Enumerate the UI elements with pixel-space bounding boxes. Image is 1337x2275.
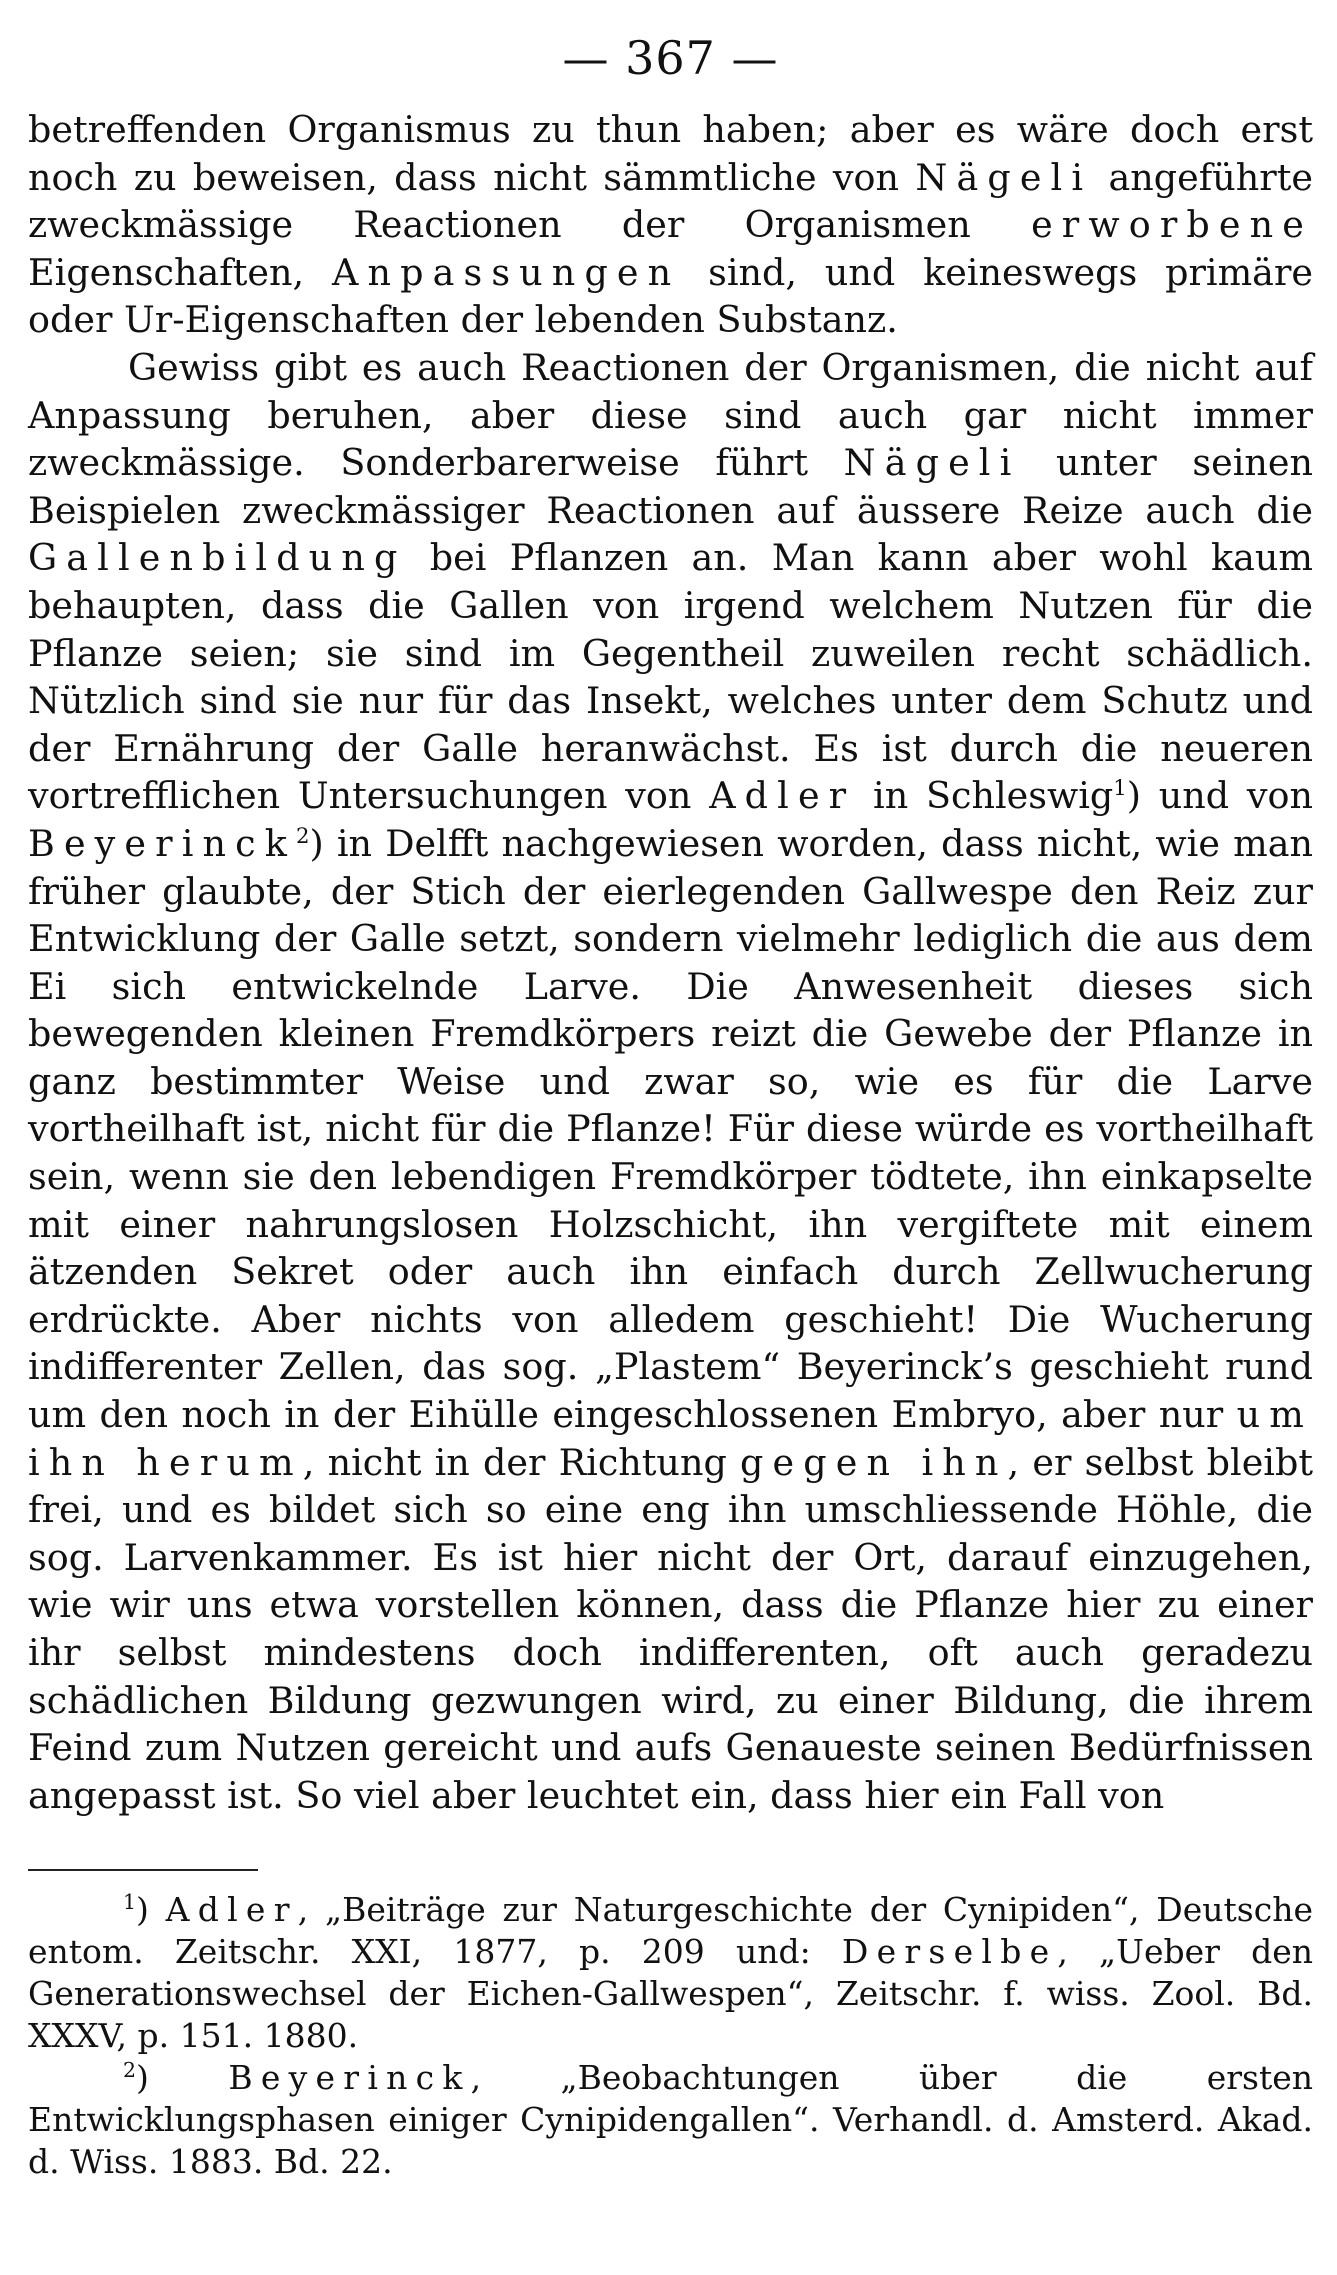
footnote-2 — [28, 2057, 1313, 2183]
text-run: , „Beiträge zur Naturgeschichte der Cynipiden“, Deutsche entom. Zeitschr. XXI, 1877, p. 209 und: — [28, 1890, 1313, 1972]
spaced-name-beyerinck: Beyerinck — [28, 821, 296, 865]
spaced-phrase-gegen-ihn: gegen ihn — [740, 1440, 1008, 1484]
paragraph-1 — [28, 106, 1313, 344]
text-run: ) und von — [1126, 774, 1313, 818]
text-run: Eigenschaften, — [28, 250, 332, 294]
spaced-name-naegeli: Nägeli — [843, 441, 1021, 485]
spaced-name-derselbe: Derselbe — [841, 1932, 1058, 1972]
paragraph-2 — [28, 344, 1313, 1819]
text-run: unter seinen Beispielen zweckmässiger Reactionen auf äussere Reize auch die — [28, 441, 1314, 532]
spaced-term-gallenbildung: Gallenbildung — [28, 536, 407, 580]
footnote-paren: ) — [136, 2058, 229, 2098]
book-page — [28, 28, 1313, 2243]
text-run: ) in Delfft nachgewiesen worden, dass nicht, wie man früher glaubte, der Stich der eierlegenden Gallwespe den Reiz zur Entwicklung der Galle setzt, sondern vielmehr lediglich die aus dem Ei sich entwickelnde Larve. Die Anwesenheit dieses sich bewegenden kleinen Fremdkörpers reizt die Gewebe der Pflanze in ganz bestimmter Weise und zwar so, wie es für die Larve vortheilhaft ist, nicht für die Pflanze! Für diese würde es vortheilhaft sein, wenn sie den lebendigen Fremdkörper tödtete, ihn einkapselte mit einer nahrungslosen Holzschicht, ihn vergiftete mit einem ätzenden Sekret oder auch ihn einfach durch Zellwucherung erdrückte. Aber nichts von alledem geschieht! Die Wucherung indifferenter Zellen, das sog. „Plastem“ Beyerinck’s geschieht rund um den noch in der Eihülle eingeschlossenen Embryo, aber nur — [28, 821, 1313, 1437]
footnote-mark-2: 2 — [123, 2058, 137, 2083]
footnote-divider — [28, 1869, 258, 1871]
text-run: Gewiss gibt es auch Reactionen der Organismen, die nicht auf Anpassung beruhen, aber diese sind auch gar nicht immer zweckmässige. Sonderbarerweise führt — [28, 345, 1313, 485]
spaced-name-adler: Adler — [165, 1890, 298, 1930]
footnote-mark-1: 1 — [123, 1890, 137, 1915]
text-run: betreffenden Organismus zu thun haben; aber es wäre doch erst noch zu beweisen, dass nicht sämmtliche von — [28, 108, 1313, 199]
text-run: angeführte zweckmässige Reactionen der Organismen — [28, 155, 1313, 247]
footnote-ref-1[interactable]: 1 — [1113, 775, 1127, 801]
footnote-1 — [28, 1889, 1313, 2057]
text-run: in Schleswig — [855, 774, 1114, 818]
text-run: , „Beobachtungen über die ersten Entwicklungsphasen einiger Cynipidengallen“. Verhandl. d. Amsterd. Akad. d. Wiss. 1883. Bd. 22. — [28, 2058, 1313, 2182]
text-run: , nicht in der Richtung — [302, 1440, 741, 1484]
spaced-term-erworbene: erworbene — [1031, 203, 1313, 247]
footnotes — [28, 1889, 1313, 2183]
text-run: , „Ueber den Generationswechsel der Eichen-Gallwespen“, Zeitschr. f. wiss. Zool. Bd. XXXV, p. 151. 1880. — [28, 1932, 1313, 2056]
footnote-ref-2[interactable]: 2 — [295, 822, 310, 848]
footnote-paren: ) — [136, 1890, 166, 1930]
spaced-term-anpassungen: Anpassungen — [331, 250, 681, 294]
text-run: sind, und keineswegs primäre oder Ur-Eigenschaften der lebenden Substanz. — [28, 250, 1313, 342]
spaced-name-beyerinck: Beyerinck — [228, 2058, 471, 2098]
spaced-name-adler: Adler — [709, 774, 856, 818]
spaced-phrase-um-ihn-herum: um ihn herum — [28, 1393, 1313, 1484]
text-run: bei Pflanzen an. Man kann aber wohl kaum behaupten, dass die Gallen von irgend welchem Nutzen für die Pflanze seien; sie sind im Gegentheil zuweilen recht schädlich. Nützlich sind sie nur für das Insekt, welches unter dem Schutz und der Ernährung der Galle heranwächst. Es ist durch die neueren vortrefflichen Untersuchungen von — [28, 536, 1313, 818]
text-run: , er selbst bleibt frei, und es bildet sich so eine eng ihn umschliessende Höhle, die sog. Larvenkammer. Es ist hier nicht der Ort, darauf einzugehen, wie wir uns etwa vorstellen können, dass die Pflanze hier zu einer ihr selbst mindestens doch indifferenten, oft auch geradezu schädlichen Bildung gezwungen wird, zu einer Bildung, die ihrem Feind zum Nutzen gereicht und aufs Genaueste seinen Bedürfnissen angepasst ist. So viel aber leuchtet ein, dass hier ein Fall von — [28, 1440, 1314, 1817]
main-text — [28, 106, 1313, 1819]
spaced-name-naegeli: Nägeli — [915, 155, 1093, 199]
page-number: — 367 — — [562, 31, 779, 85]
